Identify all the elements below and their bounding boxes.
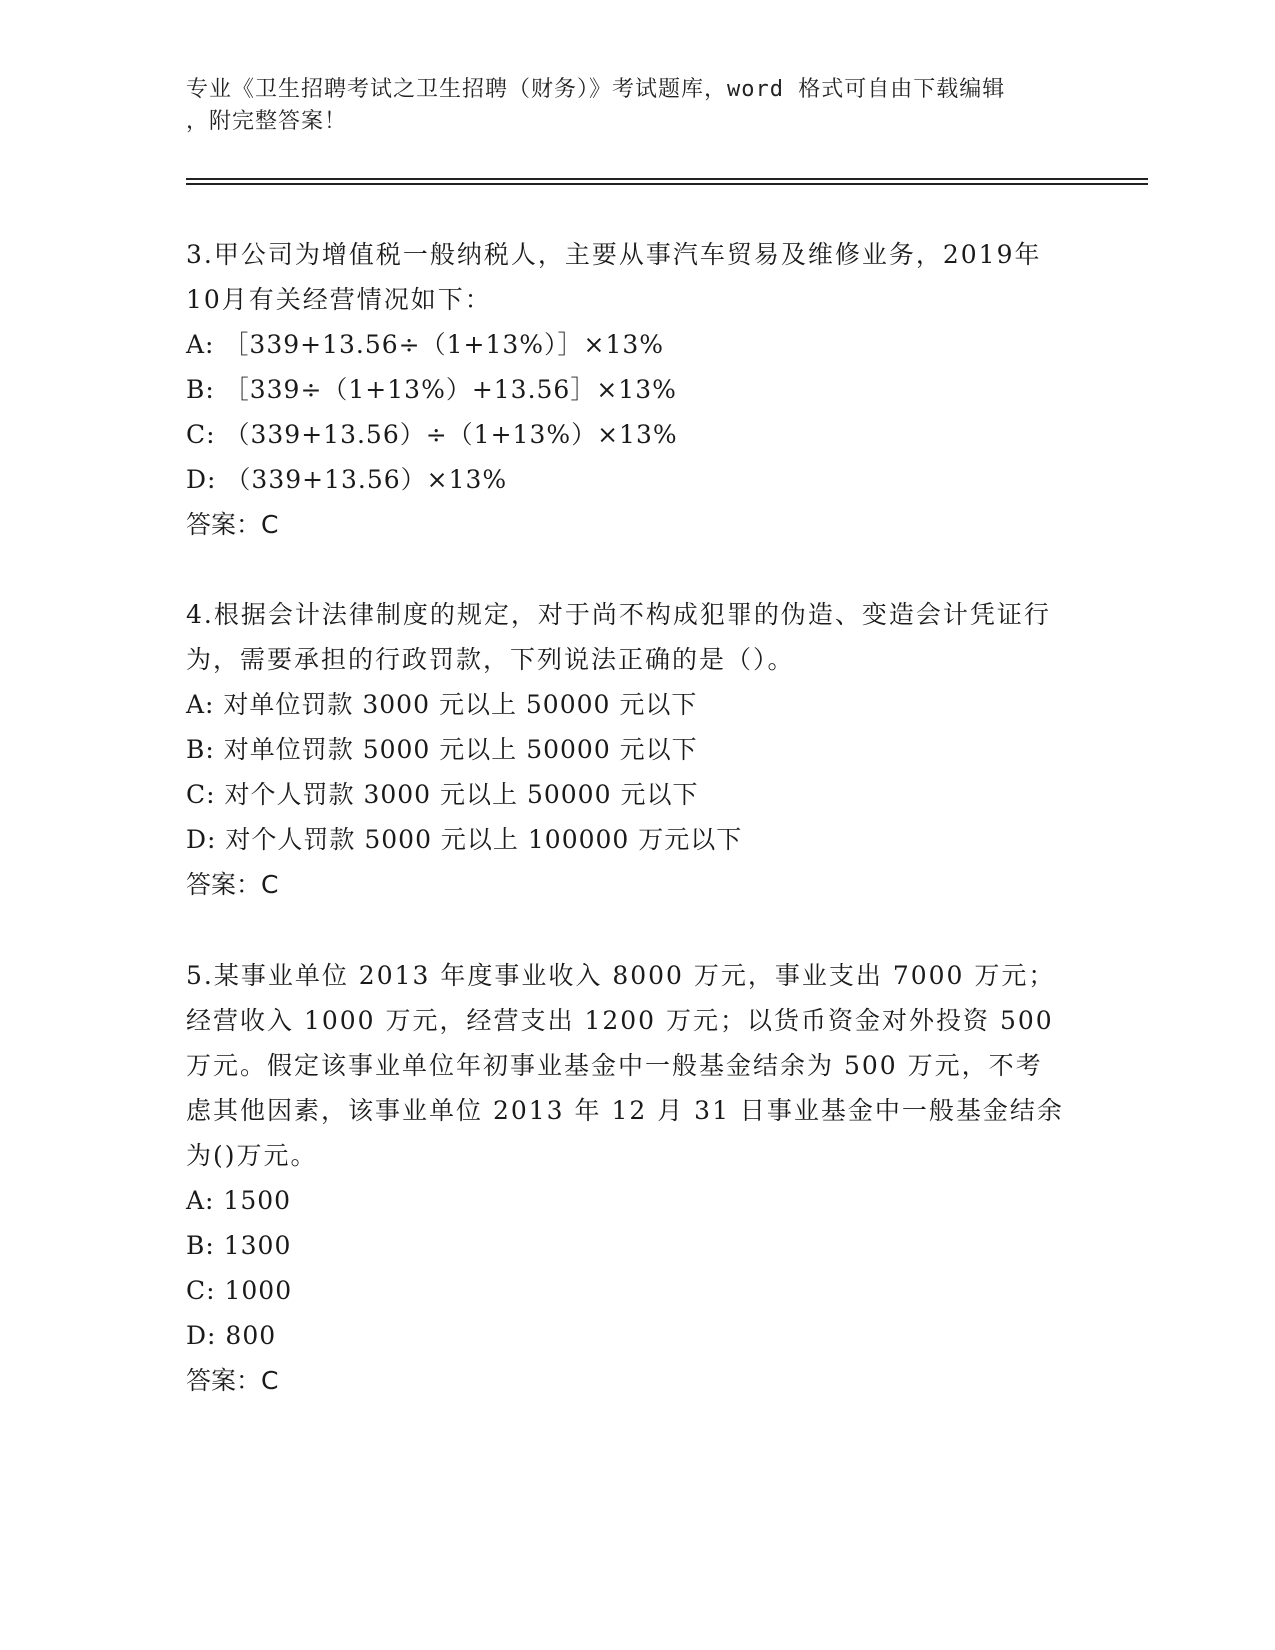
option-a: A: 1500 xyxy=(186,1186,292,1215)
header-divider-top xyxy=(186,178,1148,180)
document-header xyxy=(186,74,1066,138)
answer-line: 答案：C xyxy=(186,1366,279,1395)
answer-line: 答案：C xyxy=(186,870,279,899)
question-stem: 3.甲公司为增值税一般纳税人，主要从事汽车贸易及维修业务，2019年10月有关经营情况如下： xyxy=(186,240,1042,314)
question-block xyxy=(186,953,1066,1403)
question-stem: 5.某事业单位 2013 年度事业收入 8000 万元，事业支出 7000 万元；经营收入 1000 万元，经营支出 1200 万元；以货币资金对外投资 500 万元。假定该事业单位年初事业基金中一般基金结余为 500 万元，不考虑其他因素，该事业单位 2013 年 12 月 31 日事业基金中一般基金结余为()万元。 xyxy=(186,961,1064,1170)
option-b: B: ［339÷（1+13%）+13.56］×13% xyxy=(186,375,677,404)
header-line-2: ，附完整答案！ xyxy=(186,109,348,134)
answer-line: 答案：C xyxy=(186,510,279,539)
option-c: C: 1000 xyxy=(186,1276,293,1305)
question-block xyxy=(186,592,1066,907)
option-b: B: 1300 xyxy=(186,1231,292,1260)
question-block xyxy=(186,232,1066,547)
option-b: B: 对单位罚款 5000 元以上 50000 元以下 xyxy=(186,735,698,764)
option-d: D: 对个人罚款 5000 元以上 100000 万元以下 xyxy=(186,825,743,854)
option-c: C: 对个人罚款 3000 元以上 50000 元以下 xyxy=(186,780,699,809)
option-d: D: 800 xyxy=(186,1321,277,1350)
option-a: A: 对单位罚款 3000 元以上 50000 元以下 xyxy=(186,690,698,719)
header-divider-bottom xyxy=(186,183,1148,185)
option-a: A: ［339+13.56÷（1+13%）］×13% xyxy=(186,330,665,359)
question-stem: 4.根据会计法律制度的规定，对于尚不构成犯罪的伪造、变造会计凭证行为，需要承担的行政罚款，下列说法正确的是（）。 xyxy=(186,600,1051,674)
header-line-1: 专业《卫生招聘考试之卫生招聘（财务）》考试题库，word 格式可自由下载编辑 xyxy=(186,77,1006,102)
option-d: D: （339+13.56）×13% xyxy=(186,465,508,494)
option-c: C: （339+13.56）÷（1+13%）×13% xyxy=(186,420,678,449)
